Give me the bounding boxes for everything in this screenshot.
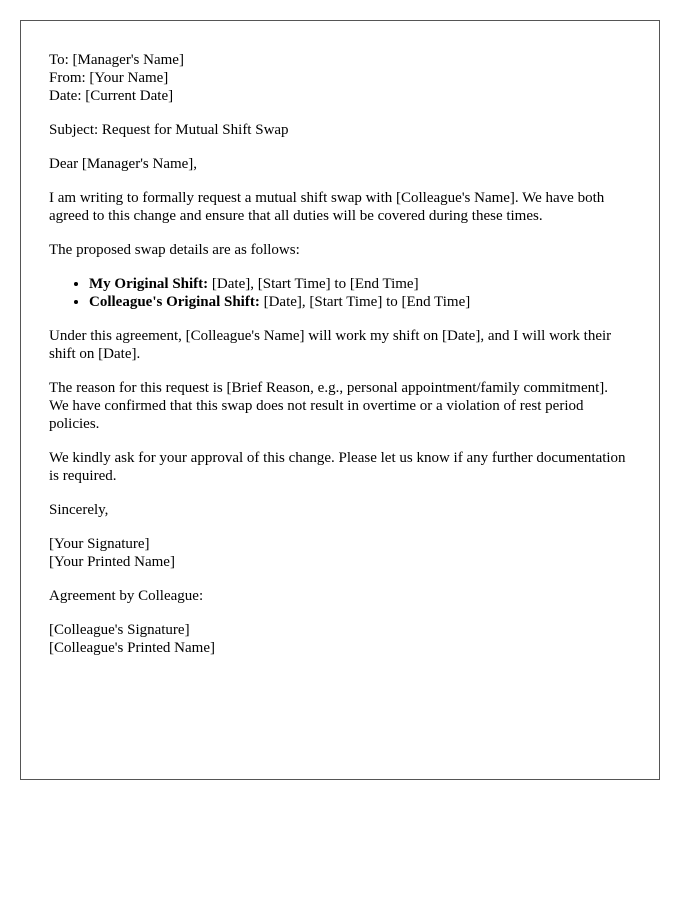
colleague-shift-value: [Date], [Start Time] to [End Time] [259, 294, 471, 310]
date-line: Date: [Current Date] [49, 88, 174, 104]
from-line: From: [Your Name] [49, 70, 169, 86]
letter-header [49, 51, 631, 105]
greeting: Dear [Manager's Name], [49, 156, 198, 172]
details-intro-paragraph: The proposed swap details are as follows: [49, 242, 300, 258]
closing: Sincerely, [49, 502, 109, 518]
reason-paragraph: The reason for this request is [Brief Reason, e.g., personal appointment/family commitment]. We have confirmed that this swap does not result in overtime or a violation of rest period policies. [49, 380, 609, 432]
list-item [89, 293, 631, 311]
subject-line: Subject: Request for Mutual Shift Swap [49, 122, 289, 138]
colleague-signature-line: [Colleague's Signature] [49, 622, 190, 638]
my-shift-label: My Original Shift: [89, 276, 209, 292]
intro-paragraph: I am writing to formally request a mutual shift swap with [Colleague's Name]. We have both agreed to this change and ensure that all duties will be covered during these times. [49, 190, 605, 224]
to-line: To: [Manager's Name] [49, 52, 184, 68]
swap-details-list [49, 275, 631, 311]
my-shift-value: [Date], [Start Time] to [End Time] [208, 276, 419, 292]
colleague-shift-label: Colleague's Original Shift: [89, 294, 260, 310]
colleague-printed-name-line: [Colleague's Printed Name] [49, 640, 215, 656]
approval-paragraph: We kindly ask for your approval of this change. Please let us know if any further documentation is required. [49, 450, 626, 484]
agreement-paragraph: Under this agreement, [Colleague's Name] will work my shift on [Date], and I will work their shift on [Date]. [49, 328, 612, 362]
printed-name-line: [Your Printed Name] [49, 554, 175, 570]
colleague-agreement-heading: Agreement by Colleague: [49, 588, 204, 604]
colleague-signature-block [49, 621, 631, 657]
letter-document [20, 20, 660, 780]
list-item [89, 275, 631, 293]
signature-line: [Your Signature] [49, 536, 150, 552]
signature-block [49, 535, 631, 571]
